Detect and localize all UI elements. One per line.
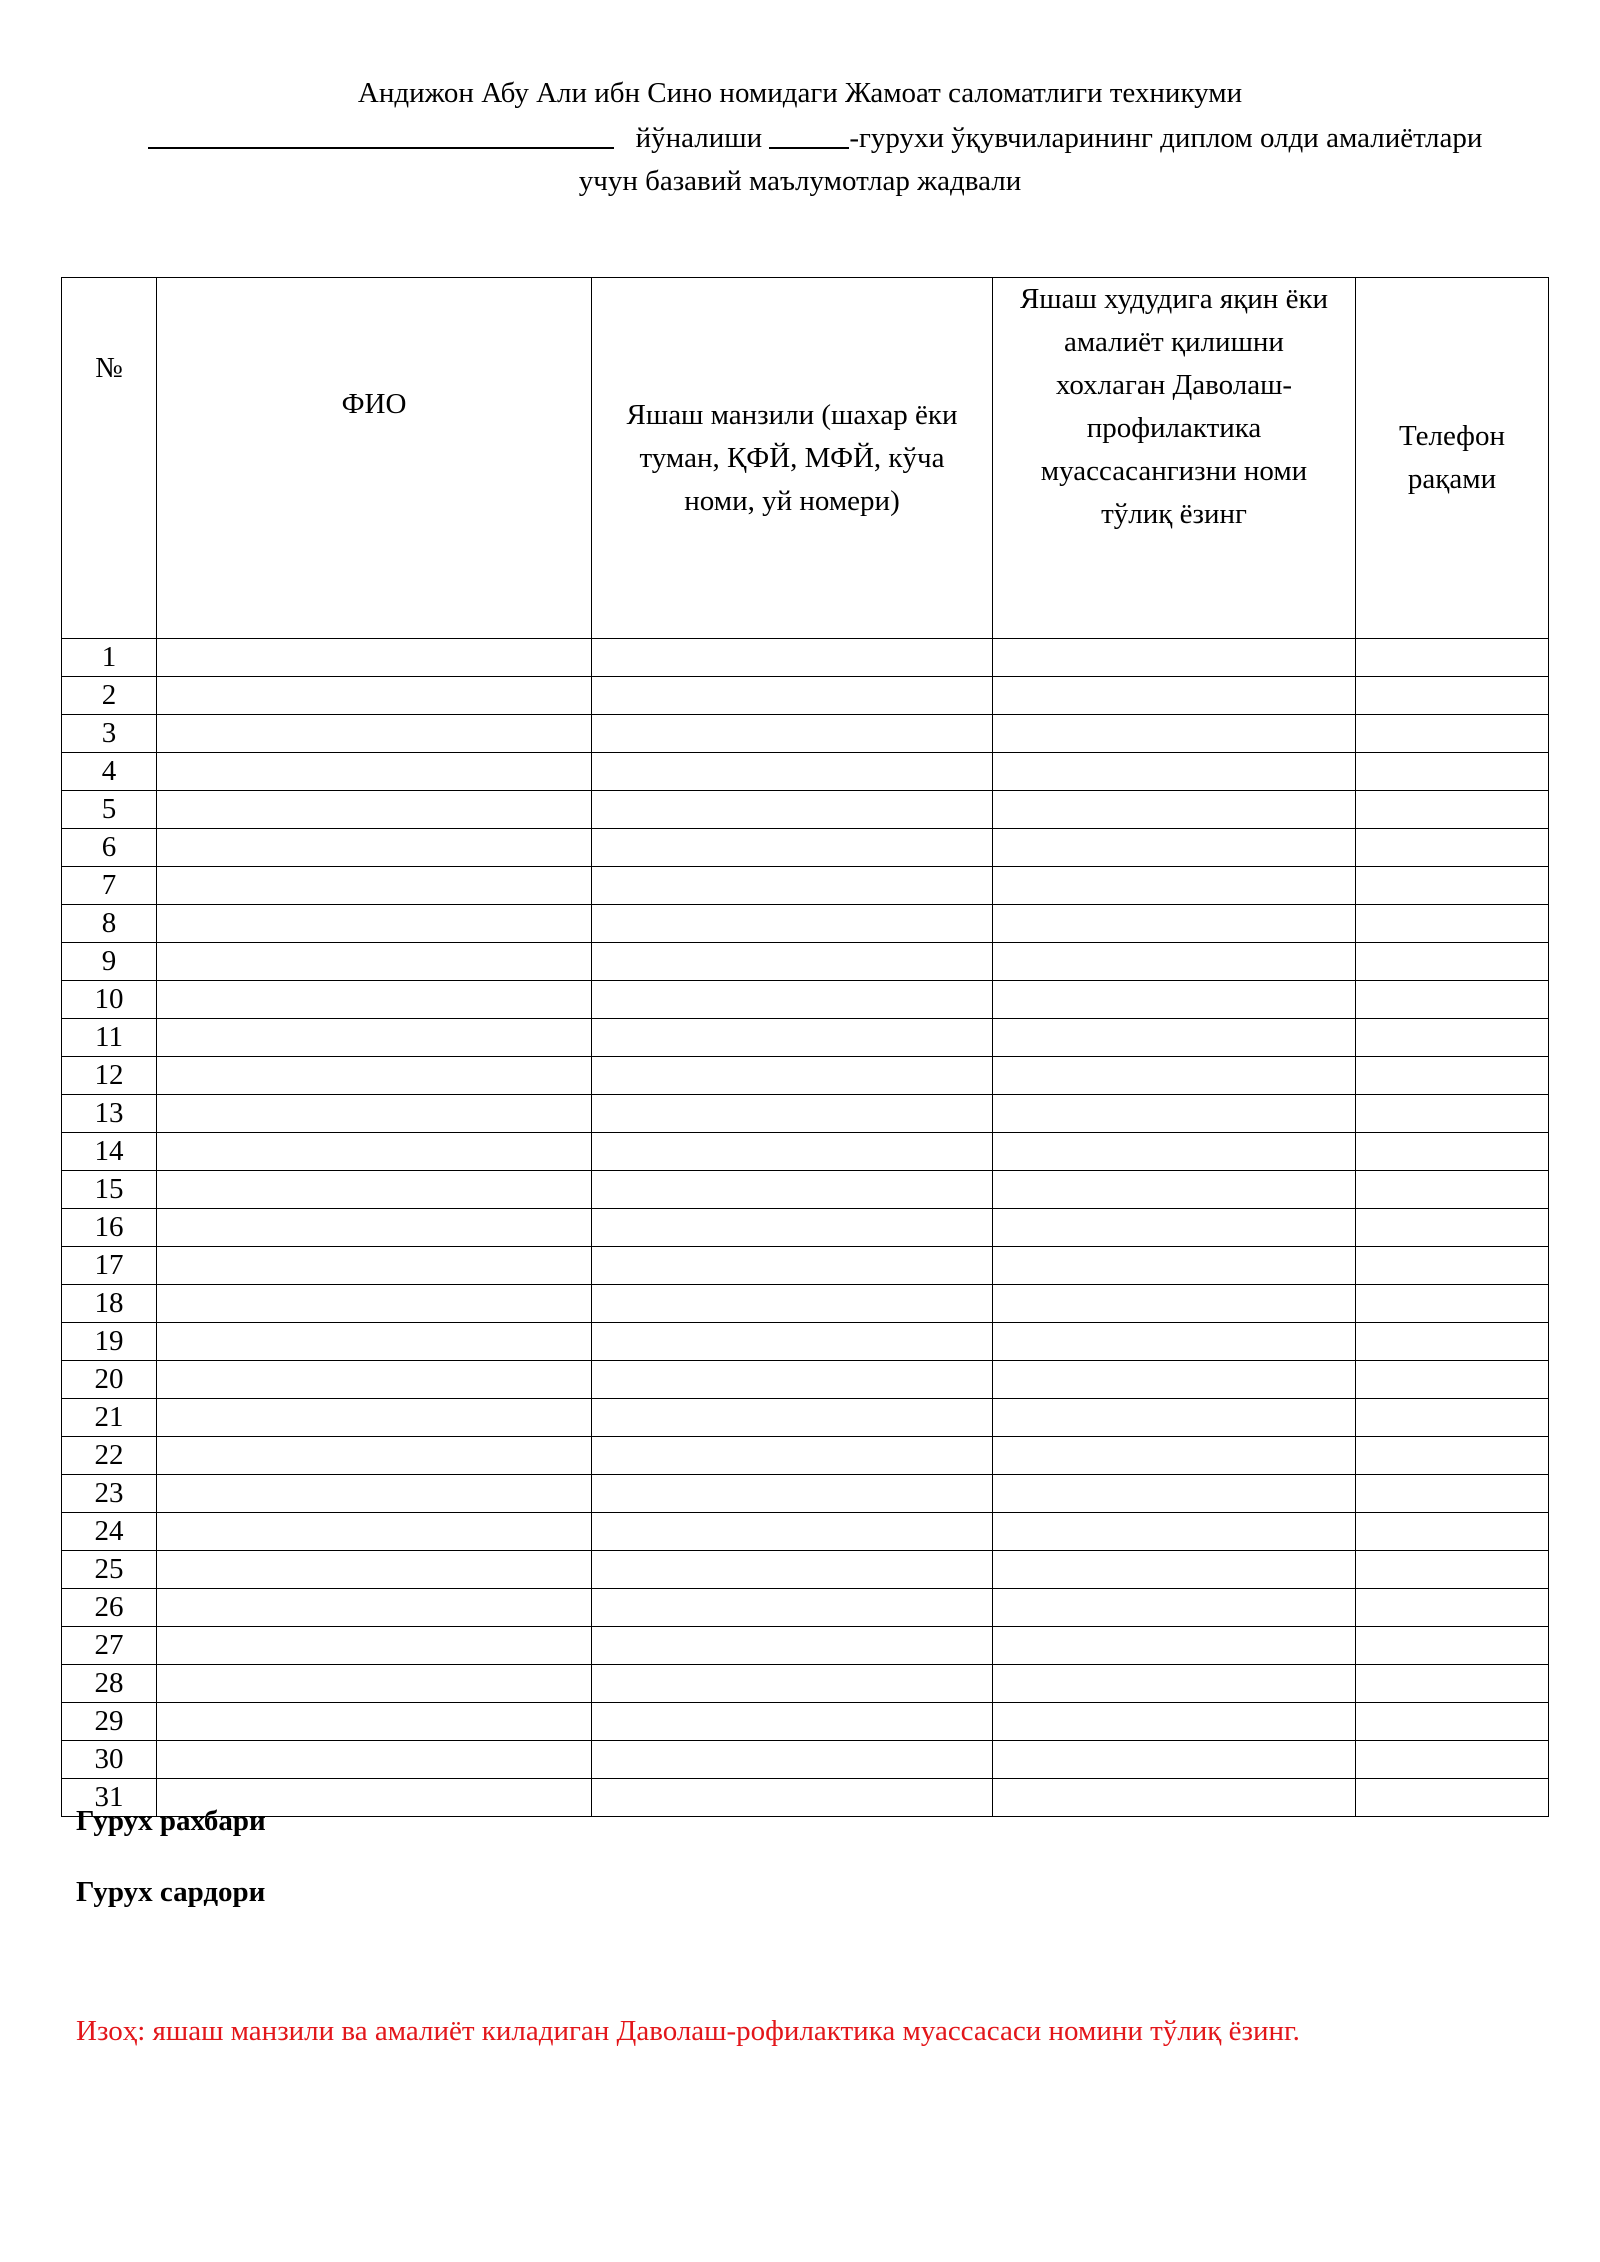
full-name-cell[interactable]: [157, 1285, 592, 1323]
row-number: 29: [62, 1703, 157, 1741]
table-row: [62, 1399, 1549, 1437]
address-cell[interactable]: [592, 1475, 993, 1513]
direction-label: йўналиши: [635, 122, 763, 154]
phone-cell[interactable]: [1356, 715, 1549, 753]
row-number: 2: [62, 677, 157, 715]
full-name-cell[interactable]: [157, 1703, 592, 1741]
phone-cell[interactable]: [1356, 1209, 1549, 1247]
phone-cell[interactable]: [1356, 1399, 1549, 1437]
practice-institution-cell[interactable]: [993, 1779, 1356, 1817]
phone-cell[interactable]: [1356, 1437, 1549, 1475]
phone-cell[interactable]: [1356, 1247, 1549, 1285]
phone-cell[interactable]: [1356, 1171, 1549, 1209]
practice-institution-cell[interactable]: [993, 677, 1356, 715]
note-text: Изоҳ: яшаш манзили ва амалиёт киладиган Даволаш-рофилактика муассасаси номини тўлиқ ёзинг.: [76, 2015, 1300, 2047]
phone-cell[interactable]: [1356, 829, 1549, 867]
phone-cell[interactable]: [1356, 791, 1549, 829]
practice-institution-cell[interactable]: [993, 1399, 1356, 1437]
phone-cell[interactable]: [1356, 1779, 1549, 1817]
address-cell[interactable]: [592, 1133, 993, 1171]
full-name-cell[interactable]: [157, 1551, 592, 1589]
practice-institution-cell[interactable]: [993, 981, 1356, 1019]
column-header-address-text: Яшаш манзили (шахар ёки туман, ҚФЙ, МФЙ, кўча номи, уй номери): [626, 398, 958, 517]
phone-cell[interactable]: [1356, 1361, 1549, 1399]
row-number: 23: [62, 1475, 157, 1513]
table-row: [62, 1551, 1549, 1589]
address-cell[interactable]: [592, 1285, 993, 1323]
row-number: 12: [62, 1057, 157, 1095]
full-name-cell[interactable]: [157, 791, 592, 829]
row-number: 22: [62, 1437, 157, 1475]
practice-institution-cell[interactable]: [993, 1247, 1356, 1285]
address-cell[interactable]: [592, 715, 993, 753]
address-cell[interactable]: [592, 1399, 993, 1437]
full-name-cell[interactable]: [157, 943, 592, 981]
address-cell[interactable]: [592, 1665, 993, 1703]
practice-institution-cell[interactable]: [993, 905, 1356, 943]
address-cell[interactable]: [592, 1209, 993, 1247]
full-name-cell[interactable]: [157, 639, 592, 677]
address-cell[interactable]: [592, 1741, 993, 1779]
table-row: [62, 753, 1549, 791]
address-cell[interactable]: [592, 867, 993, 905]
practice-institution-cell[interactable]: [993, 1437, 1356, 1475]
address-cell[interactable]: [592, 1779, 993, 1817]
row-number: 8: [62, 905, 157, 943]
phone-cell[interactable]: [1356, 1741, 1549, 1779]
row-number: 4: [62, 753, 157, 791]
practice-institution-cell[interactable]: [993, 867, 1356, 905]
practice-institution-cell[interactable]: [993, 1133, 1356, 1171]
column-header-practice-institution: [993, 278, 1356, 639]
phone-cell[interactable]: [1356, 677, 1549, 715]
full-name-cell[interactable]: [157, 1513, 592, 1551]
full-name-cell[interactable]: [157, 867, 592, 905]
phone-cell[interactable]: [1356, 753, 1549, 791]
phone-cell[interactable]: [1356, 1057, 1549, 1095]
table-row: [62, 1475, 1549, 1513]
group-head-label: Гурух сардори: [76, 1876, 266, 1908]
row-number: 6: [62, 829, 157, 867]
full-name-cell[interactable]: [157, 677, 592, 715]
row-number: 10: [62, 981, 157, 1019]
full-name-cell[interactable]: [157, 905, 592, 943]
table-row: [62, 1171, 1549, 1209]
full-name-cell[interactable]: [157, 1171, 592, 1209]
practice-institution-cell[interactable]: [993, 1057, 1356, 1095]
address-cell[interactable]: [592, 1057, 993, 1095]
practice-institution-cell[interactable]: [993, 639, 1356, 677]
column-header-phone-text: Телефон рақами: [1399, 420, 1505, 495]
address-cell[interactable]: [592, 1095, 993, 1133]
column-header-address: [592, 278, 993, 639]
full-name-cell[interactable]: [157, 1361, 592, 1399]
address-cell[interactable]: [592, 1437, 993, 1475]
table-row: [62, 1285, 1549, 1323]
table-row: [62, 1437, 1549, 1475]
student-data-table: [61, 277, 1549, 1817]
table-row: [62, 1589, 1549, 1627]
title-line-institution: Андижон Абу Али ибн Сино номидаги Жамоат саломатлиги техникуми: [357, 77, 1243, 109]
practice-institution-cell[interactable]: [993, 715, 1356, 753]
row-number: 9: [62, 943, 157, 981]
table-row: [62, 639, 1549, 677]
table-row: [62, 1323, 1549, 1361]
table-row: [62, 1513, 1549, 1551]
table-row: [62, 1057, 1549, 1095]
practice-institution-cell[interactable]: [993, 791, 1356, 829]
full-name-cell[interactable]: [157, 1133, 592, 1171]
full-name-cell[interactable]: [157, 1589, 592, 1627]
row-number: 30: [62, 1741, 157, 1779]
group-label: -гурухи ўқувчиларининг диплом олди амалиётлари: [849, 122, 1483, 154]
table-row: [62, 829, 1549, 867]
practice-institution-cell[interactable]: [993, 1551, 1356, 1589]
row-number: 11: [62, 1019, 157, 1057]
phone-cell[interactable]: [1356, 1019, 1549, 1057]
practice-institution-cell[interactable]: [993, 1019, 1356, 1057]
practice-institution-cell[interactable]: [993, 1285, 1356, 1323]
phone-cell[interactable]: [1356, 639, 1549, 677]
practice-institution-cell[interactable]: [993, 829, 1356, 867]
address-cell[interactable]: [592, 677, 993, 715]
table-row: [62, 867, 1549, 905]
table-row: [62, 981, 1549, 1019]
phone-cell[interactable]: [1356, 1323, 1549, 1361]
phone-cell[interactable]: [1356, 1703, 1549, 1741]
practice-institution-cell[interactable]: [993, 1741, 1356, 1779]
full-name-cell[interactable]: [157, 1627, 592, 1665]
table-row: [62, 1627, 1549, 1665]
row-number: 27: [62, 1627, 157, 1665]
full-name-cell[interactable]: [157, 753, 592, 791]
full-name-cell[interactable]: [157, 1741, 592, 1779]
address-cell[interactable]: [592, 1171, 993, 1209]
table-body: [62, 639, 1549, 1817]
row-number: 25: [62, 1551, 157, 1589]
address-cell[interactable]: [592, 829, 993, 867]
row-number: 15: [62, 1171, 157, 1209]
address-cell[interactable]: [592, 639, 993, 677]
phone-cell[interactable]: [1356, 1475, 1549, 1513]
row-number: 19: [62, 1323, 157, 1361]
group-leader-label: Гурух рахбари: [76, 1805, 266, 1837]
practice-institution-cell[interactable]: [993, 943, 1356, 981]
phone-cell[interactable]: [1356, 867, 1549, 905]
full-name-cell[interactable]: [157, 715, 592, 753]
phone-cell[interactable]: [1356, 1665, 1549, 1703]
row-number: 28: [62, 1665, 157, 1703]
table-row: [62, 1133, 1549, 1171]
full-name-cell[interactable]: [157, 1019, 592, 1057]
practice-institution-cell[interactable]: [993, 1589, 1356, 1627]
row-number: 24: [62, 1513, 157, 1551]
column-header-phone: [1356, 278, 1549, 639]
row-number: 26: [62, 1589, 157, 1627]
phone-cell[interactable]: [1356, 905, 1549, 943]
practice-institution-cell[interactable]: [993, 1095, 1356, 1133]
full-name-cell[interactable]: [157, 1209, 592, 1247]
address-cell[interactable]: [592, 1589, 993, 1627]
address-cell[interactable]: [592, 943, 993, 981]
row-number: 7: [62, 867, 157, 905]
table-row: [62, 1665, 1549, 1703]
table-row: [62, 1703, 1549, 1741]
table-row: [62, 1209, 1549, 1247]
address-cell[interactable]: [592, 1513, 993, 1551]
table-row: [62, 1019, 1549, 1057]
column-header-number: №: [62, 278, 157, 639]
table-header-row: [62, 278, 1549, 639]
row-number: 5: [62, 791, 157, 829]
row-number: 20: [62, 1361, 157, 1399]
address-cell[interactable]: [592, 1551, 993, 1589]
table-row: [62, 715, 1549, 753]
table-row: [62, 1247, 1549, 1285]
address-cell[interactable]: [592, 981, 993, 1019]
phone-cell[interactable]: [1356, 1285, 1549, 1323]
table-row: [62, 791, 1549, 829]
address-cell[interactable]: [592, 1703, 993, 1741]
full-name-cell[interactable]: [157, 981, 592, 1019]
phone-cell[interactable]: [1356, 1513, 1549, 1551]
address-cell[interactable]: [592, 1627, 993, 1665]
address-cell[interactable]: [592, 1323, 993, 1361]
practice-institution-cell[interactable]: [993, 1513, 1356, 1551]
address-cell[interactable]: [592, 791, 993, 829]
practice-institution-cell[interactable]: [993, 753, 1356, 791]
row-number: 21: [62, 1399, 157, 1437]
address-cell[interactable]: [592, 1361, 993, 1399]
table-row: [62, 677, 1549, 715]
phone-cell[interactable]: [1356, 1133, 1549, 1171]
phone-cell[interactable]: [1356, 1095, 1549, 1133]
table-row: [62, 943, 1549, 981]
phone-cell[interactable]: [1356, 1627, 1549, 1665]
address-cell[interactable]: [592, 753, 993, 791]
phone-cell[interactable]: [1356, 981, 1549, 1019]
practice-institution-cell[interactable]: [993, 1171, 1356, 1209]
practice-institution-cell[interactable]: [993, 1627, 1356, 1665]
full-name-cell[interactable]: [157, 1399, 592, 1437]
title-line-direction: [80, 115, 1550, 160]
row-number: 31: [62, 1779, 157, 1817]
row-number: 3: [62, 715, 157, 753]
phone-cell[interactable]: [1356, 1589, 1549, 1627]
column-header-full-name: ФИО: [157, 278, 592, 639]
column-header-practice-text: Яшаш худудига яқин ёки амалиёт қилишни хохлаган Даволаш-профилактика муассасангизни номи тўлиқ ёзинг: [1019, 283, 1329, 530]
address-cell[interactable]: [592, 1019, 993, 1057]
document-title: [80, 72, 1550, 203]
row-number: 14: [62, 1133, 157, 1171]
row-number: 16: [62, 1209, 157, 1247]
practice-institution-cell[interactable]: [993, 1361, 1356, 1399]
title-line-table-name: учун базавий маълумотлар жадвали: [578, 165, 1022, 197]
full-name-cell[interactable]: [157, 1323, 592, 1361]
row-number: 1: [62, 639, 157, 677]
address-cell[interactable]: [592, 1247, 993, 1285]
address-cell[interactable]: [592, 905, 993, 943]
practice-institution-cell[interactable]: [993, 1323, 1356, 1361]
phone-cell[interactable]: [1356, 1551, 1549, 1589]
row-number: 18: [62, 1285, 157, 1323]
full-name-cell[interactable]: [157, 1437, 592, 1475]
practice-institution-cell[interactable]: [993, 1665, 1356, 1703]
table-row: [62, 1741, 1549, 1779]
table-row: [62, 905, 1549, 943]
practice-institution-cell[interactable]: [993, 1703, 1356, 1741]
direction-blank-field: [148, 117, 614, 149]
row-number: 17: [62, 1247, 157, 1285]
table-row: [62, 1095, 1549, 1133]
practice-institution-cell[interactable]: [993, 1475, 1356, 1513]
full-name-cell[interactable]: [157, 1057, 592, 1095]
row-number: 13: [62, 1095, 157, 1133]
full-name-cell[interactable]: [157, 1665, 592, 1703]
full-name-cell[interactable]: [157, 829, 592, 867]
table-row: [62, 1361, 1549, 1399]
full-name-cell[interactable]: [157, 1095, 592, 1133]
table-row: [62, 1779, 1549, 1817]
phone-cell[interactable]: [1356, 943, 1549, 981]
full-name-cell[interactable]: [157, 1475, 592, 1513]
full-name-cell[interactable]: [157, 1247, 592, 1285]
group-blank-field: [769, 117, 849, 149]
practice-institution-cell[interactable]: [993, 1209, 1356, 1247]
